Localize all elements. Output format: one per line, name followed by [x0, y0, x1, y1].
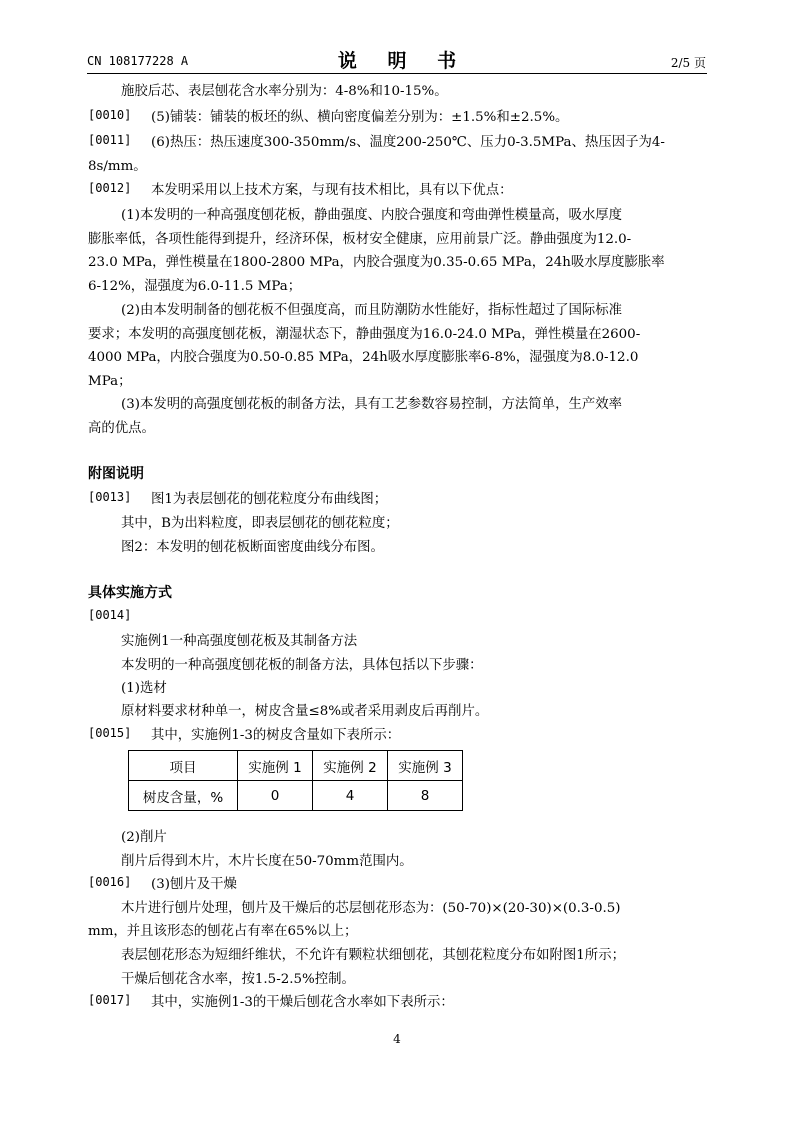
- document-title: 说 明 书: [337, 50, 469, 72]
- text-line: 其中，B为出料粒度，即表层刨花的刨花粒度；: [121, 516, 399, 531]
- document-number: CN 108177228 A: [87, 54, 189, 68]
- text-line: 图2：本发明的刨花板断面密度曲线分布图。: [121, 540, 384, 555]
- text-line: 其中，实施例1-3的干燥后刨花含水率如下表所示：: [151, 995, 454, 1010]
- text-line: MPa；: [88, 374, 132, 389]
- text-line: mm，并且该形态的刨花占有率在65%以上；: [88, 924, 358, 939]
- table-row: [129, 781, 463, 811]
- text-line: (5)铺装：铺装的板坯的纵、横向密度偏差分别为：±1.5%和±2.5%。: [151, 110, 569, 125]
- paragraph-number: [0011]: [88, 133, 132, 147]
- text-line: 削片后得到木片，木片长度在50-70mm范围内。: [121, 854, 413, 869]
- table-cell: 0: [238, 781, 313, 811]
- text-line: 4000 MPa，内胶合强度为0.50-0.85 MPa，24h吸水厚度膨胀率6-8%，湿强度为8.0-12.0: [88, 350, 639, 365]
- text-line: 本发明的一种高强度刨花板的制备方法，具体包括以下步骤：: [121, 658, 483, 673]
- page-number: 4: [393, 1032, 401, 1046]
- text-line: 其中，实施例1-3的树皮含量如下表所示：: [151, 728, 401, 743]
- text-line: 要求；本发明的高强度刨花板，潮湿状态下，静曲强度为16.0-24.0 MPa，弹性模量在2600-: [88, 327, 641, 342]
- text-line: 原材料要求材种单一，树皮含量≤8%或者采用剥皮后再削片。: [121, 704, 489, 719]
- page-indicator: 2/5 页: [670, 56, 706, 70]
- text-line: 表层刨花形态为短细纤维状，不允许有颗粒状细刨花，其刨花粒度分布如附图1所示；: [121, 948, 625, 963]
- table-header-row: [129, 751, 463, 781]
- text-line: 本发明采用以上技术方案，与现有技术相比，具有以下优点：: [151, 183, 513, 198]
- text-line: 23.0 MPa，弹性模量在1800-2800 MPa，内胶合强度为0.35-0.65 MPa，24h吸水厚度膨胀率: [88, 255, 665, 270]
- text-line: 膨胀率低，各项性能得到提升，经济环保，板材安全健康，应用前景广泛。静曲强度为12.0-: [88, 232, 632, 247]
- table-header-cell: 实施例 1: [238, 751, 313, 781]
- text-line: 图1为表层刨花的刨花粒度分布曲线图；: [151, 492, 388, 507]
- text-line: 6-12%，湿强度为6.0-11.5 MPa；: [88, 279, 302, 294]
- text-line: 实施例1一种高强度刨花板及其制备方法: [121, 634, 358, 649]
- paragraph-number: [0013]: [88, 490, 132, 504]
- table-header-cell: 实施例 3: [388, 751, 463, 781]
- table-cell: 4: [313, 781, 388, 811]
- text-line: 施胶后芯、表层刨花含水率分别为：4-8%和10-15%。: [121, 84, 448, 99]
- table-cell: 8: [388, 781, 463, 811]
- paragraph-number: [0016]: [88, 875, 132, 889]
- bark-content-table: [128, 750, 463, 811]
- section-heading-figures: 附图说明: [88, 466, 144, 482]
- text-line: (3)刨片及干燥: [151, 877, 237, 892]
- paragraph-number: [0014]: [88, 608, 132, 622]
- paragraph-number: [0010]: [88, 108, 132, 122]
- table-cell: 树皮含量，%: [129, 781, 238, 811]
- table-header-cell: 项目: [129, 751, 238, 781]
- text-line: (6)热压：热压速度300-350mm/s、温度200-250℃、压力0-3.5MPa、热压因子为4-: [151, 135, 665, 150]
- text-line: (2)由本发明制备的刨花板不但强度高，而且防潮防水性能好，指标性超过了国际标准: [121, 303, 623, 318]
- text-line: 8s/mm。: [88, 159, 147, 174]
- text-line: (1)本发明的一种高强度刨花板，静曲强度、内胶合强度和弯曲弹性模量高，吸水厚度: [121, 208, 623, 223]
- text-line: 干燥后刨花含水率，按1.5-2.5%控制。: [121, 972, 355, 987]
- text-line: (1)选材: [121, 681, 167, 696]
- paragraph-number: [0015]: [88, 726, 132, 740]
- text-line: 木片进行刨片处理，刨片及干燥后的芯层刨花形态为：(50-70)×(20-30)×(0.3-0.5): [121, 901, 621, 916]
- header-rule: [87, 73, 707, 74]
- text-line: (3)本发明的高强度刨花板的制备方法，具有工艺参数容易控制，方法简单，生产效率: [121, 397, 623, 412]
- section-heading-embodiment: 具体实施方式: [88, 585, 172, 601]
- paragraph-number: [0012]: [88, 181, 132, 195]
- text-line: 高的优点。: [88, 421, 155, 436]
- table-header-cell: 实施例 2: [313, 751, 388, 781]
- paragraph-number: [0017]: [88, 993, 132, 1007]
- text-line: (2)削片: [121, 830, 167, 845]
